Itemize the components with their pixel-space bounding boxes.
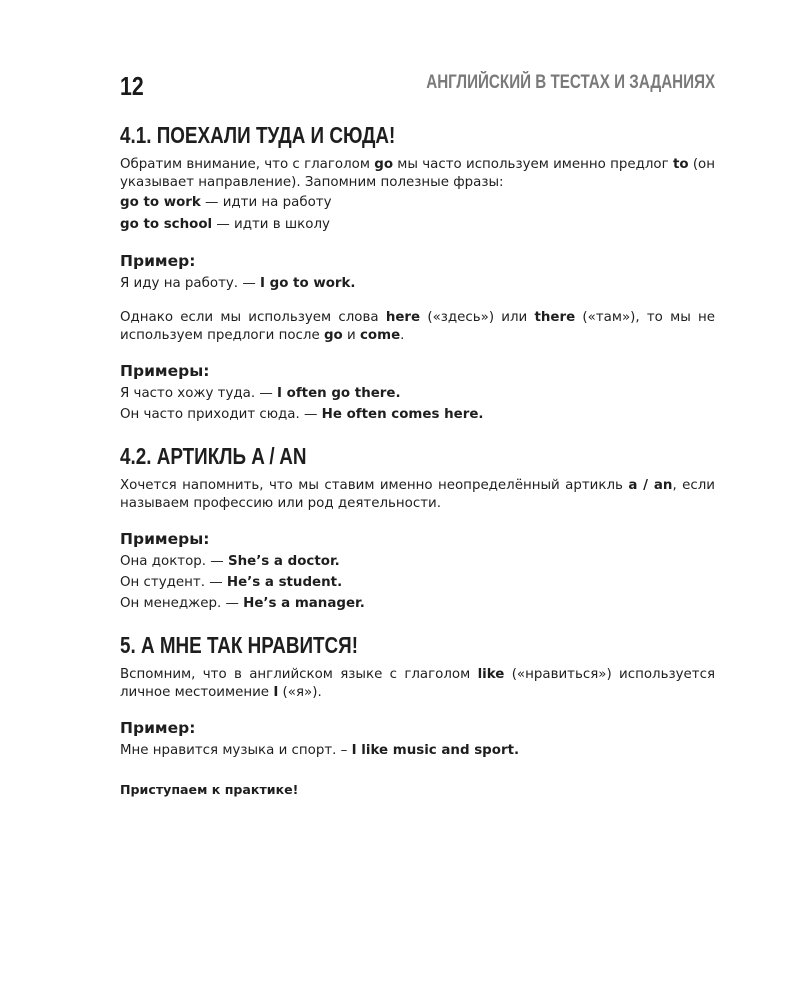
section-4-1: [120, 120, 715, 425]
example-line: [120, 572, 715, 593]
text-span: и: [342, 327, 360, 343]
section-4-2: [120, 441, 715, 614]
text-span: («я»).: [278, 684, 322, 700]
keyword: there: [534, 309, 576, 325]
example-heading: Пример:: [120, 252, 196, 270]
phrase-en: go to work: [120, 195, 201, 210]
example-heading: Пример:: [120, 718, 196, 737]
intro-paragraph: [120, 477, 715, 513]
example-line: [120, 273, 715, 295]
example-line: [120, 551, 715, 572]
keyword: go: [323, 327, 343, 343]
keyword: to: [672, 157, 689, 172]
example-en: I go to work.: [259, 276, 356, 291]
example-en: He’s a student.: [226, 574, 343, 590]
page-header: [120, 68, 715, 104]
text-span: мы часто используем именно предлог: [393, 157, 673, 172]
phrase-ru: — идти в школу: [212, 216, 330, 232]
example-ru: Она доктор. —: [120, 553, 228, 569]
running-title: АНГЛИЙСКИЙ В ТЕСТАХ И ЗАДАНИЯХ: [426, 72, 715, 93]
text-span: Вспомним, что в английском языке с глаголом: [120, 666, 478, 682]
phrase-ru: — идти на работу: [200, 195, 332, 210]
examples-heading: Примеры:: [120, 361, 210, 380]
note-paragraph: [120, 309, 715, 345]
intro-paragraph: [120, 666, 715, 702]
text-span: (он указывает направление). Запомним полезные фразы:: [120, 157, 715, 190]
example-line: [120, 404, 715, 425]
example-ru: Он студент. —: [120, 574, 227, 590]
section-title: 5. А МНЕ ТАК НРАВИТСЯ!: [120, 631, 359, 658]
keyword: I: [273, 684, 279, 700]
example-ru: Я иду на работу. —: [120, 276, 260, 291]
keyword: here: [385, 309, 421, 325]
keyword: come: [359, 327, 401, 343]
keyword: go: [374, 157, 394, 172]
example-en: I often go there.: [277, 385, 401, 401]
intro-paragraph: [120, 156, 715, 192]
text-span: , если называем профессию или род деятельности.: [120, 477, 715, 511]
page-content: [120, 120, 715, 815]
example-en: She’s a doctor.: [227, 553, 340, 569]
example-en: I like music and sport.: [351, 742, 520, 758]
section-title: 4.2. АРТИКЛЬ A / AN: [120, 442, 307, 469]
keyword: a / an: [628, 477, 673, 493]
outro-text: Приступаем к практике!: [120, 782, 299, 797]
example-ru: Он часто приходит сюда. —: [120, 406, 322, 422]
section-title: 4.1. ПОЕХАЛИ ТУДА И СЮДА!: [120, 122, 396, 148]
example-line: [120, 383, 715, 404]
text-span: («там»), то мы не используем предлоги после: [120, 309, 715, 343]
phrase-line: [120, 214, 715, 236]
example-en: He often comes here.: [321, 406, 484, 422]
text-span: Хочется напомнить, что мы ставим именно неопределённый артикль: [120, 477, 629, 493]
text-span: Однако если мы используем слова: [120, 309, 386, 325]
example-line: [120, 593, 715, 614]
keyword: like: [477, 666, 505, 682]
text-span: Обратим внимание, что с глаголом: [120, 157, 375, 172]
section-5: [120, 630, 715, 800]
text-span: .: [400, 327, 405, 343]
text-span: («нравиться») используется личное местоимение: [120, 666, 715, 700]
example-ru: Он менеджер. —: [120, 595, 244, 611]
example-en: He’s a manager.: [243, 595, 365, 611]
text-span: («здесь») или: [420, 309, 535, 325]
page-number: 12: [120, 71, 144, 101]
phrase-line: [120, 192, 715, 214]
example-ru: Я часто хожу туда. —: [120, 385, 277, 401]
example-line: [120, 740, 715, 762]
phrase-en: go to school: [120, 216, 213, 232]
examples-heading: Примеры:: [120, 529, 210, 548]
example-ru: Мне нравится музыка и спорт. –: [120, 742, 352, 758]
